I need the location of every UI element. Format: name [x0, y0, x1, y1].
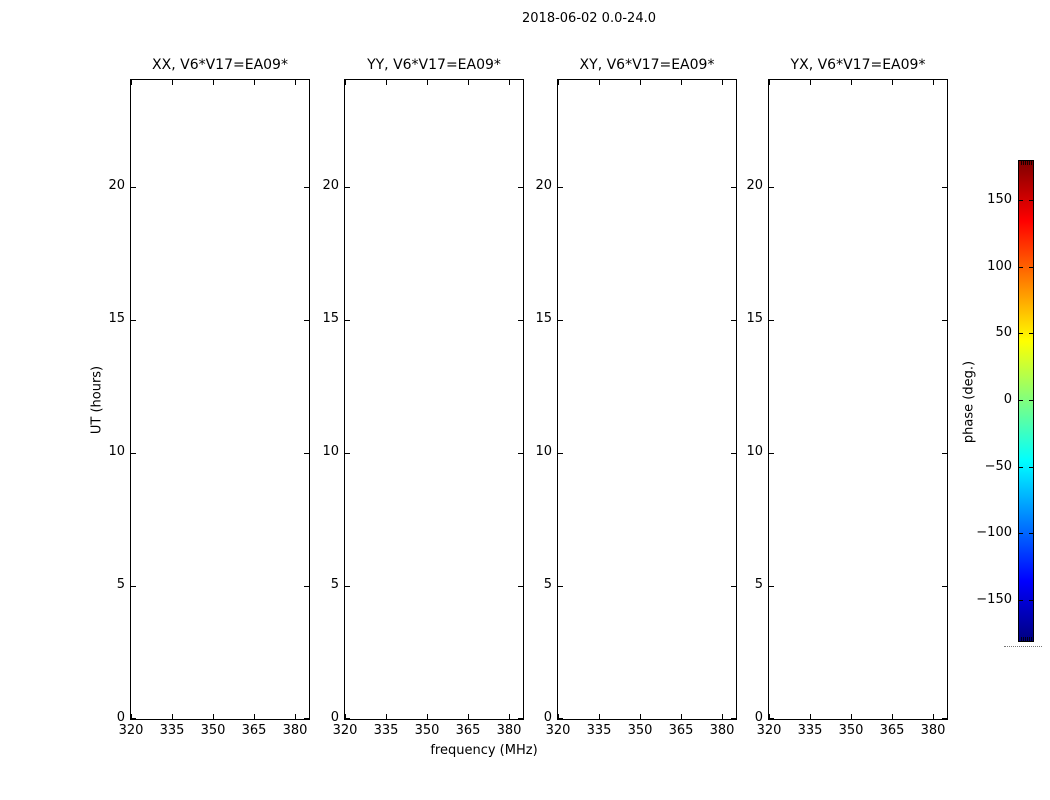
y-tick-label: 0	[330, 710, 339, 725]
x-tick	[558, 80, 559, 85]
x-tick	[722, 80, 723, 85]
plot-panel	[557, 79, 737, 720]
colorbar-tick	[1029, 200, 1033, 201]
colorbar-tick	[1029, 600, 1033, 601]
x-tick	[810, 80, 811, 85]
x-tick-label: 380	[282, 723, 308, 738]
y-tick-label: 10	[322, 444, 339, 459]
y-tick	[558, 718, 563, 719]
colorbar	[1018, 160, 1034, 642]
y-tick	[518, 187, 523, 188]
colorbar-edge-microtick	[1027, 161, 1028, 165]
x-tick	[509, 80, 510, 85]
x-tick	[468, 714, 469, 719]
y-tick-label: 0	[754, 710, 763, 725]
colorbar-tick	[1019, 533, 1023, 534]
plot-panel	[130, 79, 310, 720]
y-tick	[304, 320, 309, 321]
x-tick	[427, 80, 428, 85]
y-tick-label: 10	[108, 444, 125, 459]
plot-panel	[344, 79, 524, 720]
y-tick	[942, 718, 947, 719]
y-tick	[131, 453, 136, 454]
colorbar-tick	[1019, 333, 1023, 334]
x-axis-label: frequency (MHz)	[430, 743, 538, 758]
colorbar-edge-microtick	[1031, 161, 1032, 165]
x-tick	[254, 80, 255, 85]
x-tick-label: 365	[455, 723, 481, 738]
colorbar-label: phase (deg.)	[961, 360, 977, 444]
colorbar-edge-microtick	[1025, 637, 1026, 641]
y-tick-label: 20	[322, 178, 339, 193]
y-tick-label: 10	[746, 444, 763, 459]
y-tick-label: 5	[543, 577, 552, 592]
y-tick-label: 0	[543, 710, 552, 725]
y-tick-label: 20	[535, 178, 552, 193]
colorbar-edge-microtick	[1021, 161, 1022, 165]
y-tick-label: 5	[116, 577, 125, 592]
y-tick	[345, 187, 350, 188]
x-tick	[892, 80, 893, 85]
x-tick	[681, 714, 682, 719]
y-tick	[731, 187, 736, 188]
colorbar-edge-microtick	[1023, 161, 1024, 165]
x-tick	[172, 80, 173, 85]
colorbar-tick	[1029, 267, 1033, 268]
figure-suptitle: 2018-06-02 0.0-24.0	[522, 11, 656, 26]
y-tick-label: 5	[330, 577, 339, 592]
y-tick	[518, 718, 523, 719]
colorbar-tick	[1029, 333, 1033, 334]
x-tick-label: 365	[241, 723, 267, 738]
colorbar-tick	[1019, 600, 1023, 601]
x-tick-label: 380	[920, 723, 946, 738]
y-axis-label: UT (hours)	[89, 365, 105, 435]
x-tick	[213, 80, 214, 85]
y-tick	[558, 586, 563, 587]
x-tick	[295, 714, 296, 719]
colorbar-tick-label: 150	[987, 192, 1012, 207]
x-tick	[509, 714, 510, 719]
y-tick-label: 20	[746, 178, 763, 193]
y-tick	[131, 187, 136, 188]
x-tick-label: 350	[838, 723, 864, 738]
y-tick-label: 0	[116, 710, 125, 725]
x-tick	[172, 714, 173, 719]
y-tick	[304, 453, 309, 454]
y-tick	[131, 320, 136, 321]
x-tick-label: 365	[668, 723, 694, 738]
y-tick	[304, 586, 309, 587]
colorbar-tick	[1019, 467, 1023, 468]
y-tick	[558, 453, 563, 454]
y-tick	[558, 320, 563, 321]
colorbar-edge-microtick	[1027, 637, 1028, 641]
x-tick	[295, 80, 296, 85]
x-tick	[640, 714, 641, 719]
y-tick	[731, 453, 736, 454]
y-tick	[769, 718, 774, 719]
colorbar-tick	[1029, 467, 1033, 468]
x-tick	[345, 80, 346, 85]
y-tick	[942, 453, 947, 454]
colorbar-tick-label: 0	[1003, 392, 1012, 407]
y-tick	[769, 187, 774, 188]
x-tick	[892, 714, 893, 719]
y-tick	[518, 586, 523, 587]
x-tick-label: 320	[545, 723, 571, 738]
x-tick	[640, 80, 641, 85]
x-tick	[599, 714, 600, 719]
y-tick	[345, 586, 350, 587]
x-tick-label: 335	[159, 723, 185, 738]
x-tick-label: 320	[756, 723, 782, 738]
x-tick-label: 320	[118, 723, 144, 738]
y-tick	[518, 320, 523, 321]
colorbar-edge-microtick	[1021, 637, 1022, 641]
x-tick-label: 365	[879, 723, 905, 738]
panel-title: YY, V6*V17=EA09*	[367, 57, 501, 73]
plot-panel	[768, 79, 948, 720]
colorbar-tick	[1029, 400, 1033, 401]
x-tick	[254, 714, 255, 719]
x-tick	[468, 80, 469, 85]
colorbar-tick	[1019, 400, 1023, 401]
colorbar-tick-label: −50	[984, 459, 1012, 474]
y-tick-label: 15	[746, 311, 763, 326]
y-tick	[345, 320, 350, 321]
colorbar-tick-label: −100	[976, 525, 1012, 540]
y-tick-label: 15	[108, 311, 125, 326]
y-tick	[769, 320, 774, 321]
x-tick	[386, 714, 387, 719]
x-tick	[851, 80, 852, 85]
y-tick	[731, 718, 736, 719]
y-tick	[345, 453, 350, 454]
y-tick	[304, 187, 309, 188]
y-tick-label: 15	[535, 311, 552, 326]
colorbar-edge-microtick	[1029, 637, 1030, 641]
x-tick-label: 335	[586, 723, 612, 738]
y-tick	[731, 320, 736, 321]
y-tick	[942, 187, 947, 188]
y-tick-label: 10	[535, 444, 552, 459]
y-tick	[769, 586, 774, 587]
colorbar-edge-microtick	[1029, 161, 1030, 165]
x-tick-label: 350	[627, 723, 653, 738]
x-tick	[427, 714, 428, 719]
x-tick	[213, 714, 214, 719]
y-tick	[942, 586, 947, 587]
colorbar-edge-microtick	[1025, 161, 1026, 165]
x-tick-label: 380	[709, 723, 735, 738]
x-tick-label: 350	[200, 723, 226, 738]
x-tick-label: 320	[332, 723, 358, 738]
panel-title: XX, V6*V17=EA09*	[152, 57, 288, 73]
colorbar-tick-label: 100	[987, 259, 1012, 274]
y-tick-label: 15	[322, 311, 339, 326]
x-tick-label: 380	[496, 723, 522, 738]
x-tick	[933, 80, 934, 85]
y-tick	[131, 586, 136, 587]
x-tick	[769, 80, 770, 85]
x-tick	[933, 714, 934, 719]
colorbar-edge-microtick	[1023, 637, 1024, 641]
y-tick	[131, 718, 136, 719]
colorbar-edge-microtick	[1031, 637, 1032, 641]
x-tick	[386, 80, 387, 85]
colorbar-tick	[1019, 267, 1023, 268]
colorbar-tick-label: −150	[976, 592, 1012, 607]
y-tick	[558, 187, 563, 188]
colorbar-tick	[1019, 200, 1023, 201]
y-tick-label: 20	[108, 178, 125, 193]
x-tick	[599, 80, 600, 85]
panel-title: XY, V6*V17=EA09*	[579, 57, 715, 73]
x-tick	[681, 80, 682, 85]
colorbar-tick	[1029, 533, 1033, 534]
colorbar-bottom-dotted-line	[1004, 646, 1042, 647]
y-tick	[518, 453, 523, 454]
y-tick	[345, 718, 350, 719]
x-tick	[131, 80, 132, 85]
colorbar-tick-label: 50	[995, 325, 1012, 340]
x-tick	[810, 714, 811, 719]
y-tick	[731, 586, 736, 587]
x-tick-label: 335	[373, 723, 399, 738]
x-tick-label: 350	[414, 723, 440, 738]
y-tick-label: 5	[754, 577, 763, 592]
panel-title: YX, V6*V17=EA09*	[790, 57, 926, 73]
y-tick	[304, 718, 309, 719]
y-tick	[769, 453, 774, 454]
x-tick-label: 335	[797, 723, 823, 738]
y-tick	[942, 320, 947, 321]
x-tick	[722, 714, 723, 719]
x-tick	[851, 714, 852, 719]
